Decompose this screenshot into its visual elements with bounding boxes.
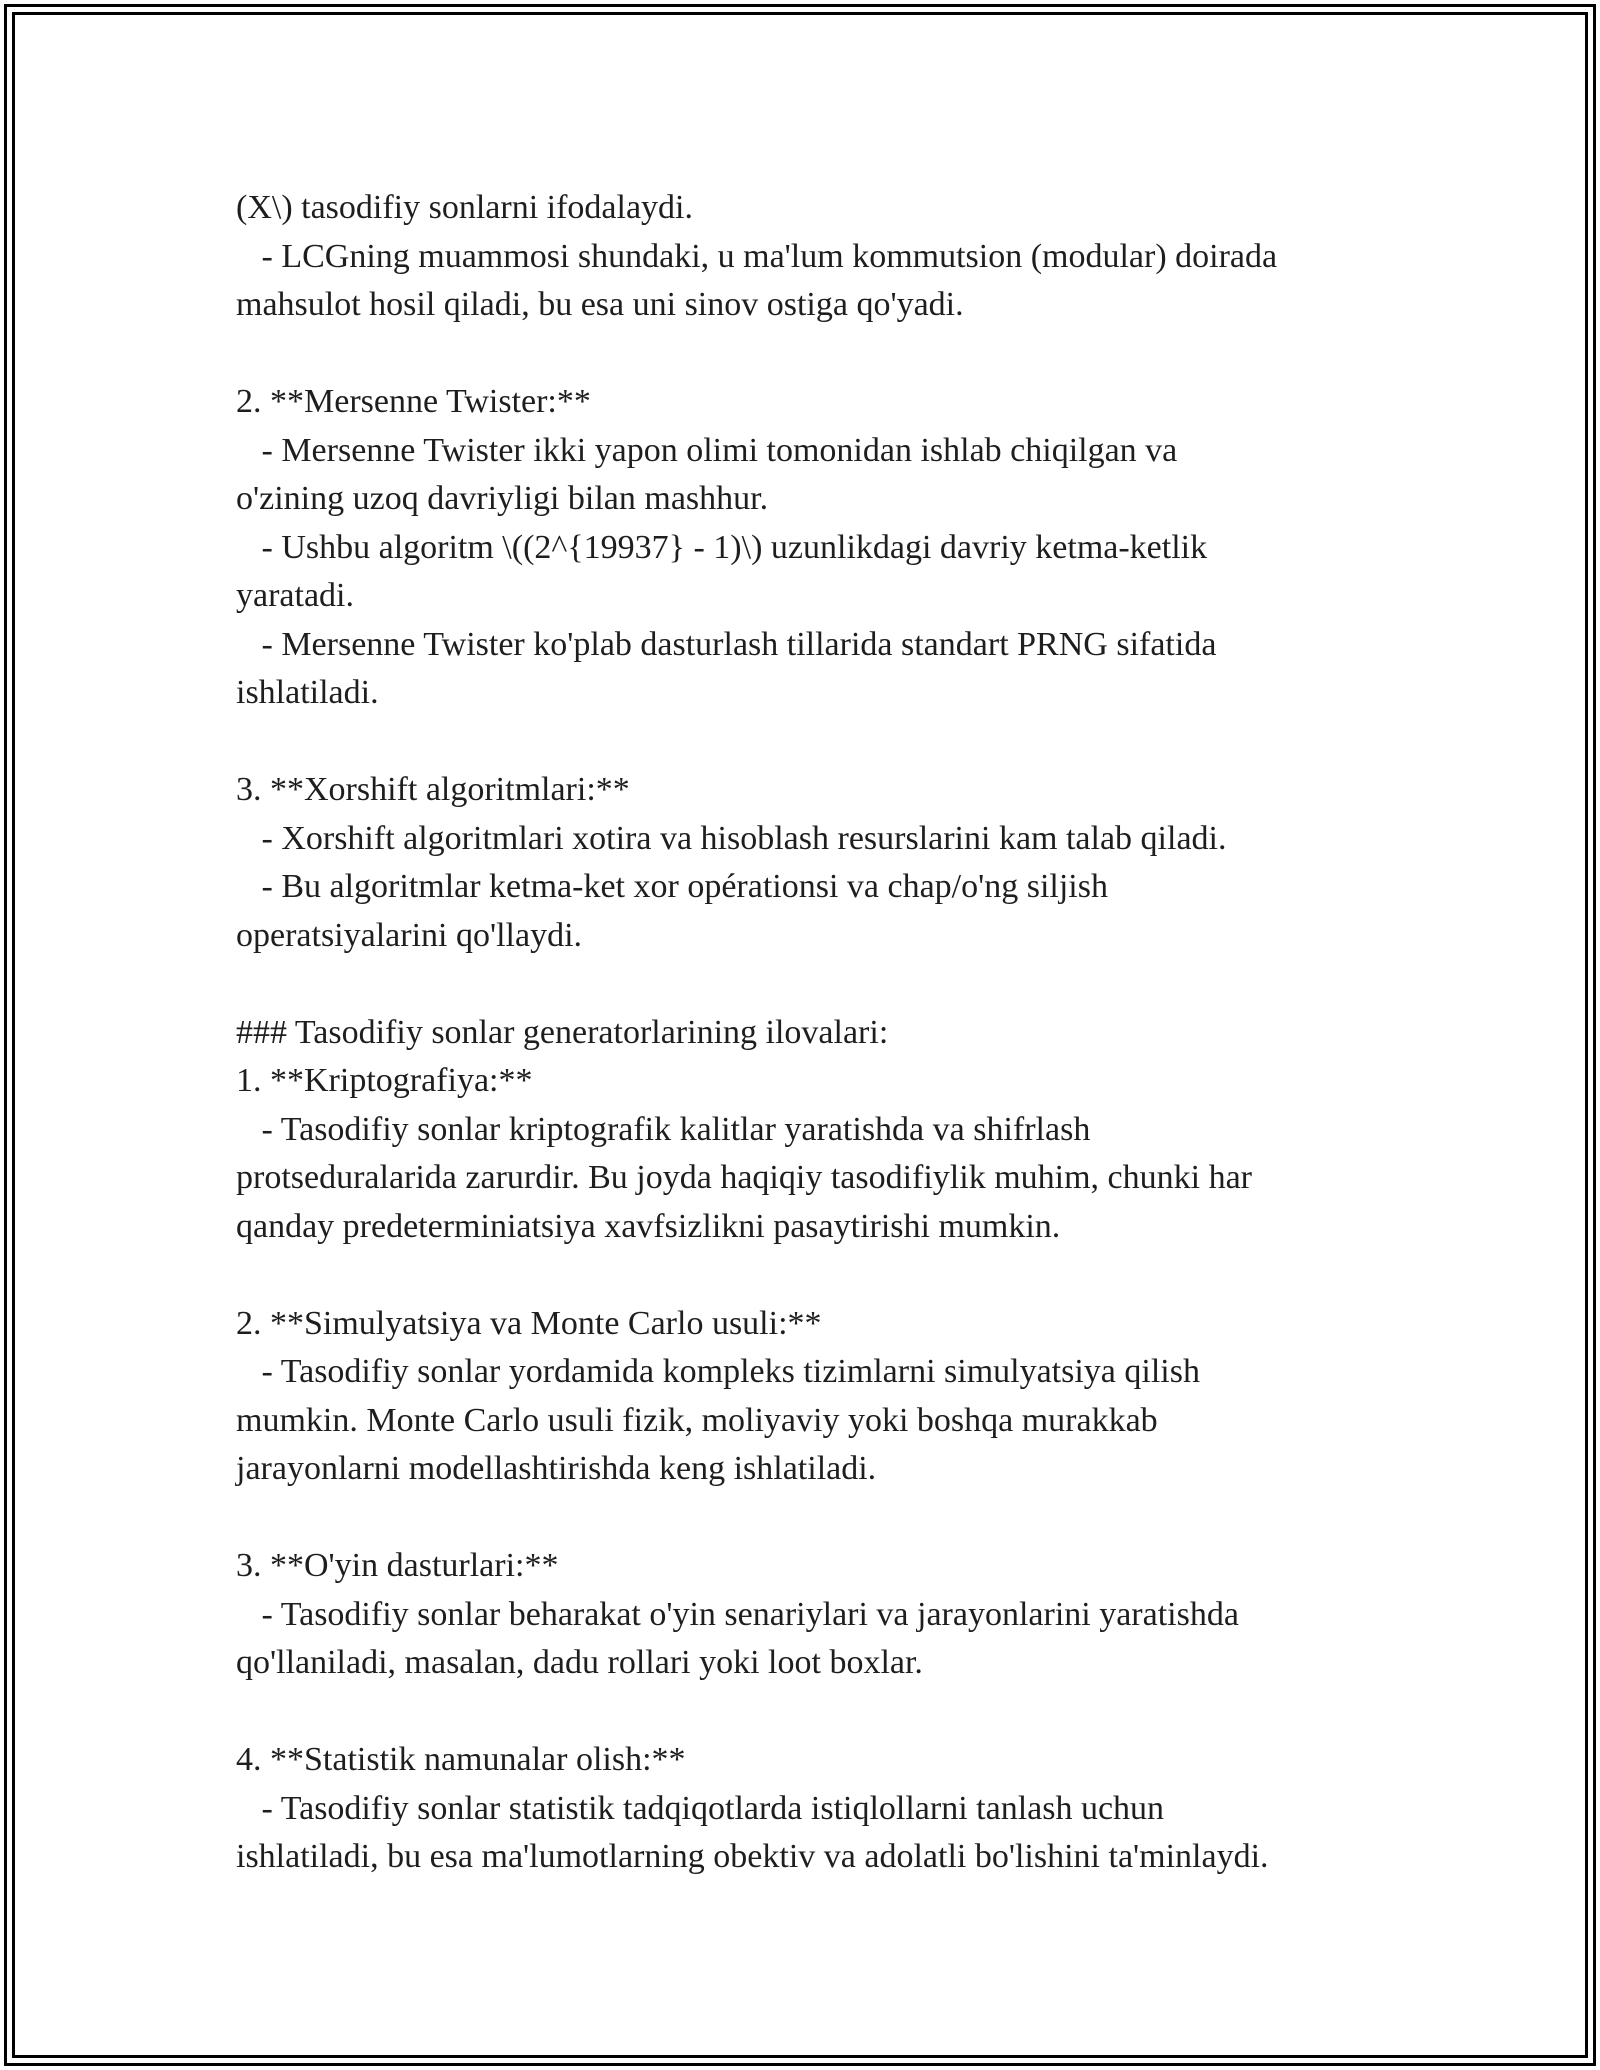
- text-line: ishlatiladi, bu esa ma'lumotlarning obektiv va adolatli bo'lishini ta'minlaydi.: [236, 1838, 1269, 1875]
- text-line: - Xorshift algoritmlari xotira va hisoblash resurslarini kam talab qiladi.: [236, 819, 1227, 857]
- section-heading: 3. **O'yin dasturlari:**: [236, 1547, 559, 1584]
- text-line: ishlatiladi.: [236, 674, 379, 711]
- text-line: - Bu algoritmlar ketma-ket xor opérationsi va chap/o'ng siljish: [236, 868, 1108, 905]
- text-line: - LCGning muammosi shundaki, u ma'lum kommutsion (modular) doirada: [236, 237, 1278, 275]
- text-line: (X\) tasodifiy sonlarni ifodalaydi.: [236, 189, 694, 226]
- section-heading: 2. **Mersenne Twister:**: [236, 383, 591, 420]
- paragraph-gap: [236, 1251, 1416, 1300]
- paragraph-gap: [236, 1494, 1416, 1543]
- text-line: qo'llaniladi, masalan, dadu rollari yoki loot boxlar.: [236, 1644, 923, 1681]
- section-heading: 2. **Simulyatsiya va Monte Carlo usuli:**: [236, 1304, 822, 1342]
- text-line: jarayonlarni modellashtirishda keng ishlatiladi.: [236, 1450, 877, 1487]
- section-heading: 3. **Xorshift algoritmlari:**: [236, 771, 630, 808]
- text-line: - Tasodifiy sonlar kriptografik kalitlar yaratishda va shifrlash: [236, 1110, 1091, 1148]
- paragraph-gap: [236, 960, 1416, 1009]
- section-heading: 4. **Statistik namunalar olish:**: [236, 1741, 686, 1778]
- text-line: - Tasodifiy sonlar beharakat o'yin senariylari va jarayonlarini yaratishda: [236, 1595, 1239, 1633]
- section-heading: ### Tasodifiy sonlar generatorlarining ilovalari:: [236, 1013, 889, 1051]
- text-line: o'zining uzoq davriyligi bilan mashhur.: [236, 480, 769, 517]
- text-line: mumkin. Monte Carlo usuli fizik, moliyaviy yoki boshqa murakkab: [236, 1401, 1158, 1439]
- paragraph-gap: [236, 718, 1416, 767]
- text-line: - Tasodifiy sonlar statistik tadqiqotlarda istiqlollarni tanlash uchun: [236, 1789, 1165, 1827]
- paragraph-gap: [236, 330, 1416, 379]
- text-line: - Mersenne Twister ko'plab dasturlash tillarida standart PRNG sifatida: [236, 625, 1217, 663]
- text-line: - Mersenne Twister ikki yapon olimi tomonidan ishlab chiqilgan va: [236, 431, 1178, 469]
- section-heading: 1. **Kriptografiya:**: [236, 1062, 533, 1099]
- text-line: yaratadi.: [236, 577, 354, 614]
- document-body: [236, 184, 1416, 1882]
- text-line: protseduralarida zarurdir. Bu joyda haqiqiy tasodifiylik muhim, chunki har: [236, 1159, 1252, 1196]
- text-line: - Ushbu algoritm \((2^{19937} - 1)\) uzunlikdagi davriy ketma-ketlik: [236, 528, 1208, 566]
- text-line: qanday predeterminiatsiya xavfsizlikni pasaytirishi mumkin.: [236, 1207, 1061, 1245]
- text-line: mahsulot hosil qiladi, bu esa uni sinov ostiga qo'yadi.: [236, 286, 964, 323]
- text-line: - Tasodifiy sonlar yordamida kompleks tizimlarni simulyatsiya qilish: [236, 1353, 1200, 1390]
- paragraph-gap: [236, 1688, 1416, 1737]
- text-line: operatsiyalarini qo'llaydi.: [236, 916, 583, 954]
